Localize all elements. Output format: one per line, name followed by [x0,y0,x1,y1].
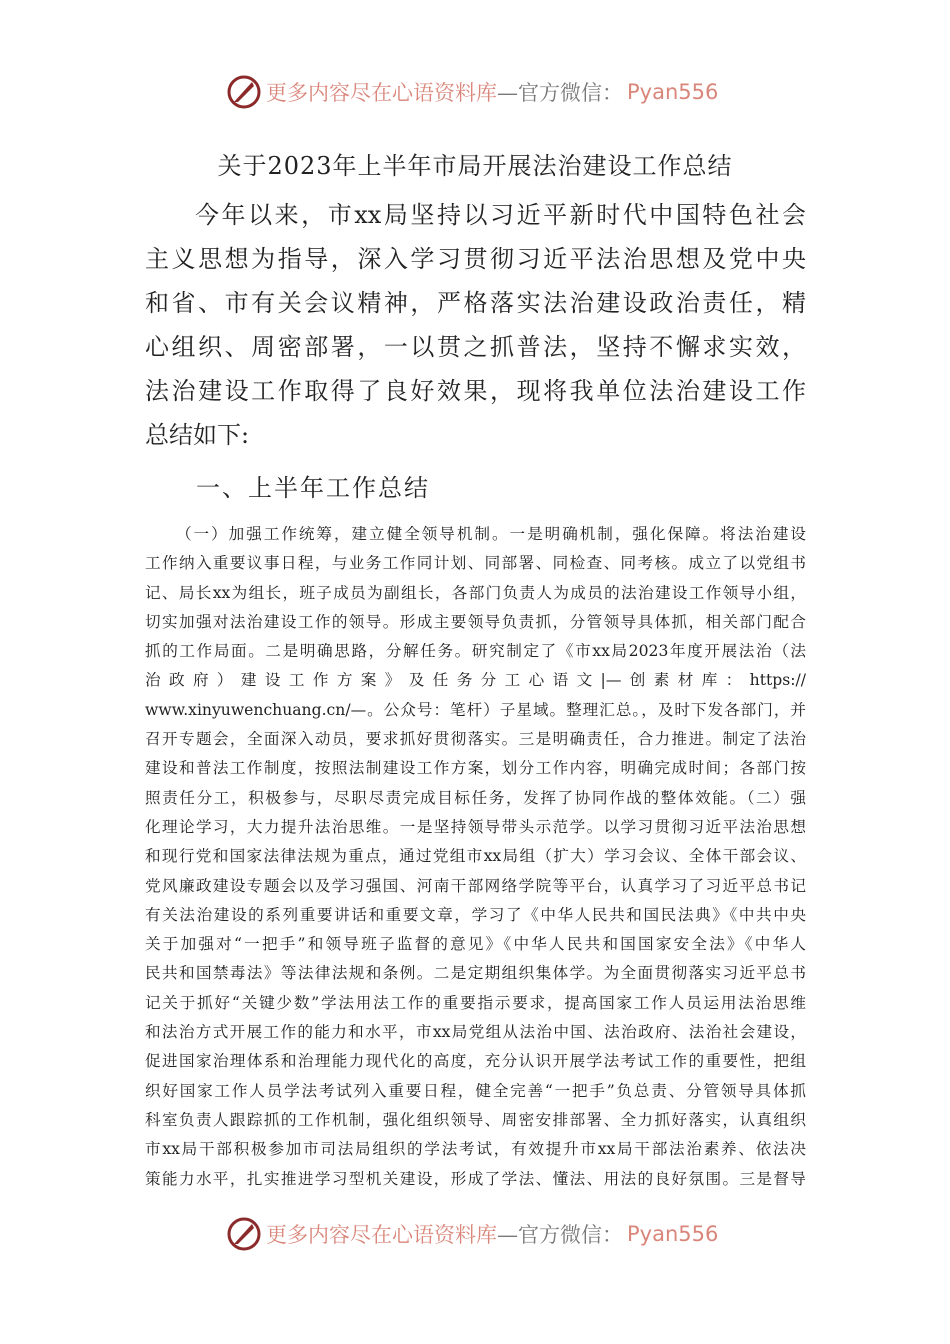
watermark-banner-bottom [226,1214,726,1254]
body-line: 科室负责人跟踪抓的工作机制，强化组织领导、周密安排部署、全力抓好落实，认真组织 [145,1110,806,1129]
body-line: 召开专题会，全面深入动员，要求抓好贯彻落实。三是明确责任，合力推进。制定了法治 [145,730,806,749]
body-line: 建设和普法工作制度，按照法制建设工作方案，划分工作内容，明确完成时间；各部门按 [145,759,806,778]
watermark-banner-top [226,72,726,112]
body-line: 抓的工作局面。二是明确思路，分解任务。研究制定了《市xx局2023年度开展法治（法 [145,642,806,661]
body-paragraph [145,520,806,1194]
body-line: （一）加强工作统筹，建立健全领导机制。一是明确机制，强化保障。将法治建设 [176,525,806,543]
body-line: 策能力水平，扎实推进学习型机关建设，形成了学法、懂法、用法的良好氛围。三是督导 [145,1169,806,1188]
body-line: 切实加强对法治建设工作的领导。形成主要领导负责抓，分管领导具体抓，相关部门配合 [145,612,806,631]
intro-line: 心组织、周密部署，一以贯之抓普法，坚持不懈求实效， [145,333,806,361]
quill-logo-icon [226,1216,262,1252]
banner-text: 更多内容尽在心语资料库 [266,81,497,105]
body-line: 和法治方式开展工作的能力和水平，市xx局党组从法治中国、法治政府、法治社会建设， [145,1023,806,1042]
banner-wechat-id: Pyan556 [627,80,719,104]
intro-line: 主义思想为指导，深入学习贯彻习近平法治思想及党中央 [145,245,806,273]
body-line: 化理论学习，大力提升法治思维。一是坚持领导带头示范学。以学习贯彻习近平法治思想 [145,817,806,836]
banner-wechat-label: —官方微信： [497,81,623,105]
body-line: www.xinyuwenchuang.cn/—。公众号：笔杆）子星域。整理汇总。，及时下发各部门，并 [145,700,806,719]
body-line: 党风廉政建设专题会以及学习强国、河南干部网络学院等平台，认真学习了习近平总书记 [145,876,806,895]
body-line: 记关于抓好“关键少数”学法用法工作的重要指示要求，提高国家工作人员运用法治思维 [145,993,806,1012]
section-heading: 一、上半年工作总结 [196,474,430,502]
body-line: 关于加强对“一把手”和领导班子监督的意见》《中华人民共和国国家安全法》《中华人 [145,935,806,954]
banner-wechat-id: Pyan556 [627,1222,719,1246]
body-line: 织好国家工作人员学法考试列入重要日程，健全完善“一把手”负总责、分管领导具体抓 [145,1081,806,1100]
body-line: 记、局长xx为组长，班子成员为副组长，各部门负责人为成员的法治建设工作领导小组， [145,583,806,602]
quill-logo-icon [226,74,262,110]
intro-line: 总结如下: [145,421,250,449]
body-line: 照责任分工，积极参与，尽职尽责完成目标任务，发挥了协同作战的整体效能。（二）强 [145,788,806,807]
body-line: 工作纳入重要议事日程，与业务工作同计划、同部署、同检查、同考核。成立了以党组书 [145,554,806,573]
banner-text: 更多内容尽在心语资料库 [266,1223,497,1247]
intro-line: 和省、市有关会议精神，严格落实法治建设政治责任，精 [145,289,806,317]
body-line: 有关法治建设的系列重要讲话和重要文章，学习了《中华人民共和国民法典》《中共中央 [145,905,806,924]
body-line: 促进国家治理体系和治理能力现代化的高度，充分认识开展学法考试工作的重要性，把组 [145,1052,806,1071]
intro-line: 法治建设工作取得了良好效果，现将我单位法治建设工作 [145,377,806,405]
banner-wechat-label: —官方微信： [497,1223,623,1247]
intro-paragraph [145,193,806,457]
body-line: 和现行党和国家法律法规为重点，通过党组市xx局组（扩大）学习会议、全体干部会议、 [145,847,806,866]
body-line: 治政府）建设工作方案》及任务分工心语文|—创素材库：https:// [145,671,806,690]
body-line: 市xx局干部积极参加市司法局组织的学法考试，有效提升市xx局干部法治素养、依法决 [145,1140,806,1159]
document-title: 关于2023年上半年市局开展法治建设工作总结 [217,152,733,180]
body-line: 民共和国禁毒法》等法律法规和条例。二是定期组织集体学。为全面贯彻落实习近平总书 [145,964,806,983]
intro-line: 今年以来，市xx局坚持以习近平新时代中国特色社会 [195,201,806,229]
